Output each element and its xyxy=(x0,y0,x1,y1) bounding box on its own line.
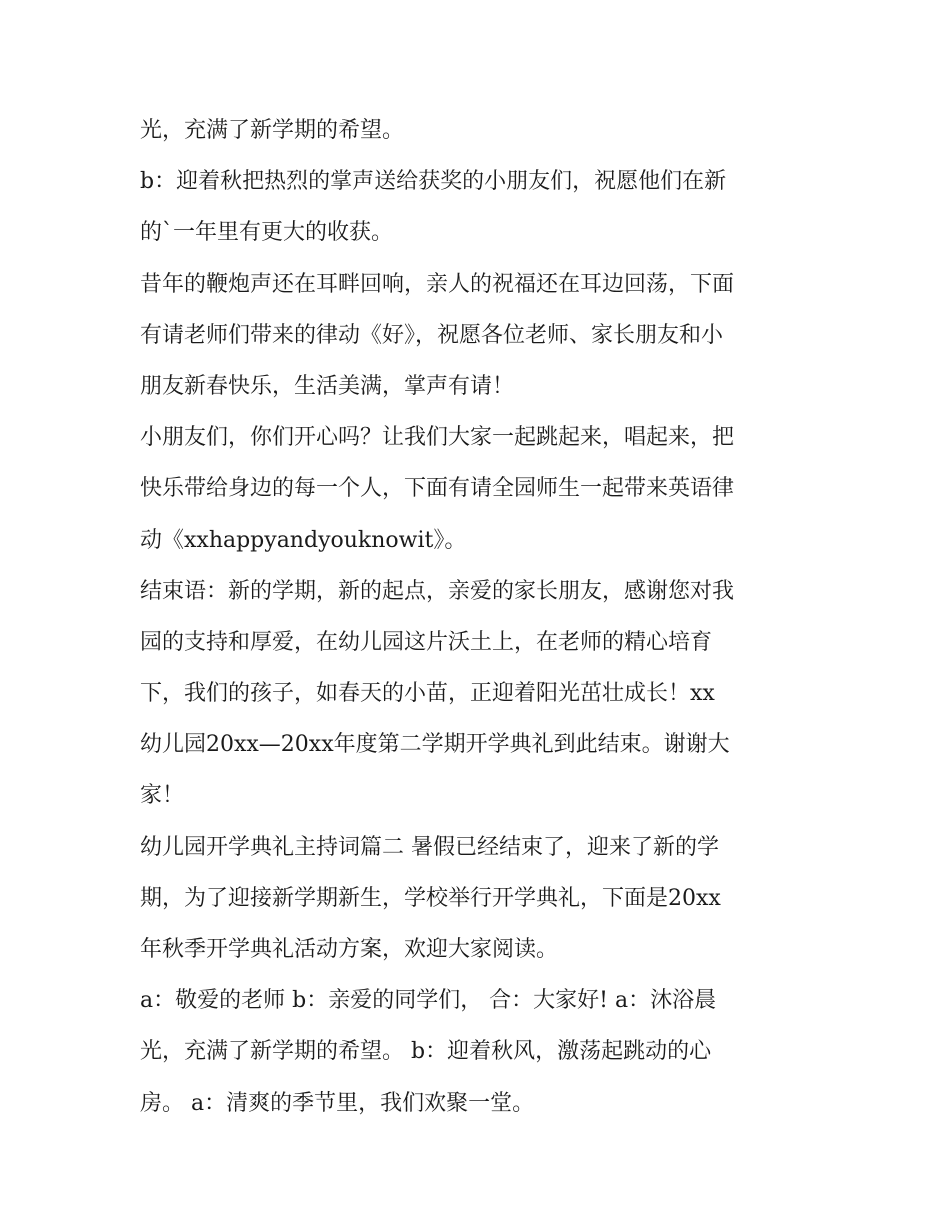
text-line: 结束语：新的学期，新的起点，亲爱的家长朋友，感谢您对我 xyxy=(140,578,735,604)
text-line: 下，我们的孩子，如春天的小苗，正迎着阳光茁壮成长！xx xyxy=(140,681,715,707)
text-line: 房。 a：清爽的季节里，我们欢聚一堂。 xyxy=(140,1090,535,1116)
text-line: 朋友新春快乐，生活美满，掌声有请！ xyxy=(140,373,515,399)
text-line: 光，充满了新学期的希望。 b：迎着秋风，激荡起跳动的心 xyxy=(140,1039,712,1065)
text-line: 昔年的鞭炮声还在耳畔回响，亲人的祝福还在耳边回荡，下面 xyxy=(140,271,735,297)
text-line: 幼儿园20xx—20xx年度第二学期开学典礼到此结束。谢谢大 xyxy=(140,732,730,758)
document-body xyxy=(140,105,820,1129)
text-line: 光，充满了新学期的希望。 xyxy=(140,118,405,143)
text-line: 小朋友们，你们开心吗？让我们大家一起跳起来，唱起来，把 xyxy=(140,425,735,451)
text-line: 期，为了迎接新学期新生，学校举行开学典礼，下面是20xx xyxy=(140,885,721,911)
text-line: 动《xxhappyandyouknowit》。 xyxy=(140,527,467,553)
text-line: a：敬爱的老师 b：亲爱的同学们， 合：大家好! a：沐浴晨 xyxy=(140,988,717,1014)
text-line: 幼儿园开学典礼主持词篇二 暑假已经结束了，迎来了新的学 xyxy=(140,834,719,860)
text-line: 有请老师们带来的律动《好》，祝愿各位老师、家长朋友和小 xyxy=(140,322,724,348)
text-line: 快乐带给身边的每一个人，下面有请全园师生一起带来英语律 xyxy=(140,476,735,502)
text-line: b：迎着秋把热烈的掌声送给获奖的小朋友们，祝愿他们在新 xyxy=(140,169,727,195)
text-line: 的`一年里有更大的收获。 xyxy=(140,220,394,246)
text-line: 园的支持和厚爱，在幼儿园这片沃土上，在老师的精心培育 xyxy=(140,629,713,655)
text-line: 年秋季开学典礼活动方案，欢迎大家阅读。 xyxy=(140,937,559,962)
text-line: 家！ xyxy=(140,783,185,809)
